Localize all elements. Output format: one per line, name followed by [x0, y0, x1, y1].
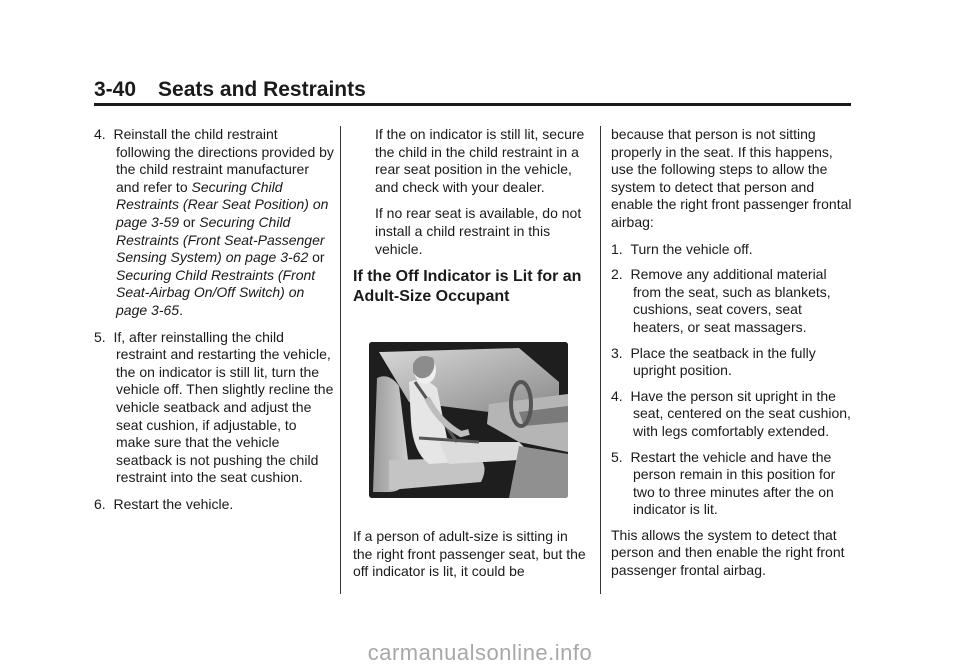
section-title: Seats and Restraints [158, 78, 366, 101]
list-item: 1. Turn the vehicle off. [611, 240, 753, 257]
seated-passenger-image [369, 342, 568, 498]
list-item: 4. Have the person sit upright in the seat, centered on the seat cushion, with legs comfortably extended. [611, 387, 851, 439]
list-item: 4. Reinstall the child restraint following the directions provided by the child restraint manufacturer and refer to Securing Child Restraints (Rear Seat Position) on page 3-59 or Securing Child Restraints (Front Seat-Passenger Sensing System) on page 3-62 or Securing Child Restraints (Front Seat-Airbag On/Off Switch) on page 3-65. [94, 126, 334, 318]
list-item: 5. Restart the vehicle and have the person remain in this position for two to three minutes after the on indicator is lit. [611, 448, 836, 518]
figure-caption: If a person of adult-size is sitting in the right front passenger seat, but the off indicator is lit, it could be [353, 528, 586, 580]
header-rule [94, 103, 851, 106]
list-item: 2. Remove any additional material from the seat, such as blankets, cushions, seat covers, seat heaters, or seat massagers. [611, 266, 831, 335]
column-1 [94, 126, 334, 522]
cross-reference-link[interactable]: Securing Child Restraints (Rear Seat Position) on page 3-59 [116, 178, 329, 230]
cross-reference-link[interactable]: Securing Child Restraints (Front Seat-Passenger Sensing System) on page 3-62 [116, 213, 325, 266]
occupant-illustration [369, 342, 568, 498]
watermark: carmanualsonline.info [367, 640, 593, 665]
page-header [94, 78, 850, 102]
section-heading: If the Off Indicator is Lit for an Adult-Size Occupant [353, 268, 582, 306]
paragraph: This allows the system to detect that person and then enable the right front passenger frontal airbag. [611, 526, 845, 579]
step-list [611, 241, 853, 519]
list-item: 3. Place the seatback in the fully upright position. [611, 344, 816, 379]
list-item: 6. Restart the vehicle. [94, 495, 234, 512]
page-number: 3-40 [94, 78, 137, 101]
cross-reference-link[interactable]: Securing Child Restraints (Front Seat-Airbag On/Off Switch) on page 3-65 [116, 266, 316, 318]
paragraph: If the on indicator is still lit, secure the child in the child restraint in a rear seat position in the vehicle, and check with your dealer. [375, 126, 585, 195]
paragraph: If no rear seat is available, do not install a child restraint in this vehicle. [375, 205, 582, 257]
column-divider-1 [340, 126, 341, 594]
column-divider-2 [600, 126, 601, 594]
column-2 [353, 126, 589, 307]
paragraph: because that person is not sitting properly in the seat. If this happens, use the following steps to allow the system to detect that person and enable the right front passenger frontal airbag: [611, 126, 852, 230]
list-item: 5. If, after reinstalling the child restraint and restarting the vehicle, the on indicator is still lit, turn the vehicle off. Then slightly recline the vehicle seatback and adjust the seat cushion, if adjustable, to make sure that the vehicle seatback is not pushing the child restraint into the seat cushion. [94, 328, 334, 486]
column-3 [611, 126, 853, 589]
